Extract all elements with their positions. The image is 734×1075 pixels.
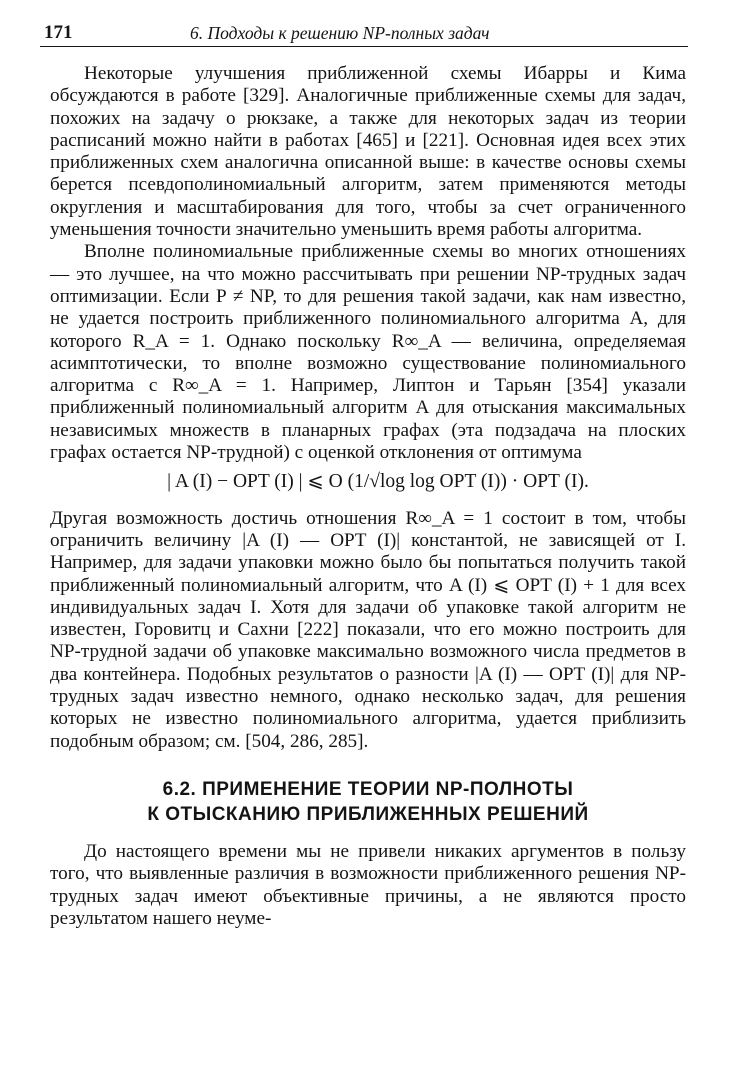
section-title-line-1: 6.2. ПРИМЕНЕНИЕ ТЕОРИИ NP-ПОЛНОТЫ <box>162 778 574 800</box>
page-body <box>50 63 686 930</box>
page-number: 171 <box>44 22 73 43</box>
paragraph-3: Другая возможность достичь отношения R∞_A = 1 состоит в том, чтобы ограничить величину |A (I) — OPT (I)| константой, не зависящей от I. Например, для задачи упаковки можно было бы попытаться получить такой приближенный полиномиальный алгоритм, что A (I) ⩽ OPT (I) + 1 для всех индивидуальных задач I. Хотя для задачи об упаковке такой алгоритм не известен, Горовитц и Сахни [222] показали, что его можно построить для NP-трудной задачи об упаковке максимально возможного числа предметов в два контейнера. Подобных результатов о разности |A (I) — OPT (I)| для NP-трудных задач известно немного, однако несколько задач, для решения которых не известно полиномиального алгоритма, удается приблизить подобным образом; см. [504, 286, 285]. <box>50 507 686 752</box>
paragraph-1: Некоторые улучшения приближенной схемы Ибарры и Кима обсуждаются в работе [329]. Аналогичные приближенные схемы для задач, похожих на задачу о рюкзаке, а также для некоторых задач из теории расписаний можно найти в работах [465] и [221]. Основная идея всех этих приближенных схем аналогична описанной выше: в качестве основы схемы берется псевдополиномиальный алгоритм, затем применяются методы округления и масштабирования для того, чтобы за счет ограниченного уменьшения точности значительно уменьшить время работы алгоритма. <box>50 63 686 241</box>
paragraph-4: До настоящего времени мы не привели никаких аргументов в пользу того, что выявленные различия в возможности приближенного решения NP-трудных задач имеют объективные причины, а не являются просто результатом нашего неуме- <box>50 840 686 929</box>
section-title-line-2: К ОТЫСКАНИЮ ПРИБЛИЖЕННЫХ РЕШЕНИЙ <box>147 803 589 825</box>
page-header <box>40 12 688 47</box>
formula: | A (I) − OPT (I) | ⩽ O (1/√log log OPT (I)) · OPT (I). <box>167 471 589 493</box>
section-heading <box>50 777 686 827</box>
running-title: 6. Подходы к решению NP-полных задач <box>190 23 490 43</box>
paragraph-2: Вполне полиномиальные приближенные схемы во многих отношениях — это лучшее, на что можно рассчитывать при решении NP-трудных задач оптимизации. Если P ≠ NP, то для решения такой задачи, как нам известно, не удается построить приближенного полиномиального алгоритма A, для которого R_A = 1. Однако поскольку R∞_A — величина, определяемая асимптотически, то вполне возможно существование полиномиального алгоритма с R∞_A = 1. Например, Липтон и Тарьян [354] указали приближенный полиномиальный алгоритм A для отыскания максимальных независимых множеств в планарных графах (эта подзадача на плоских графах остается NP-трудной) с оценкой отклонения от оптимума <box>50 241 686 464</box>
